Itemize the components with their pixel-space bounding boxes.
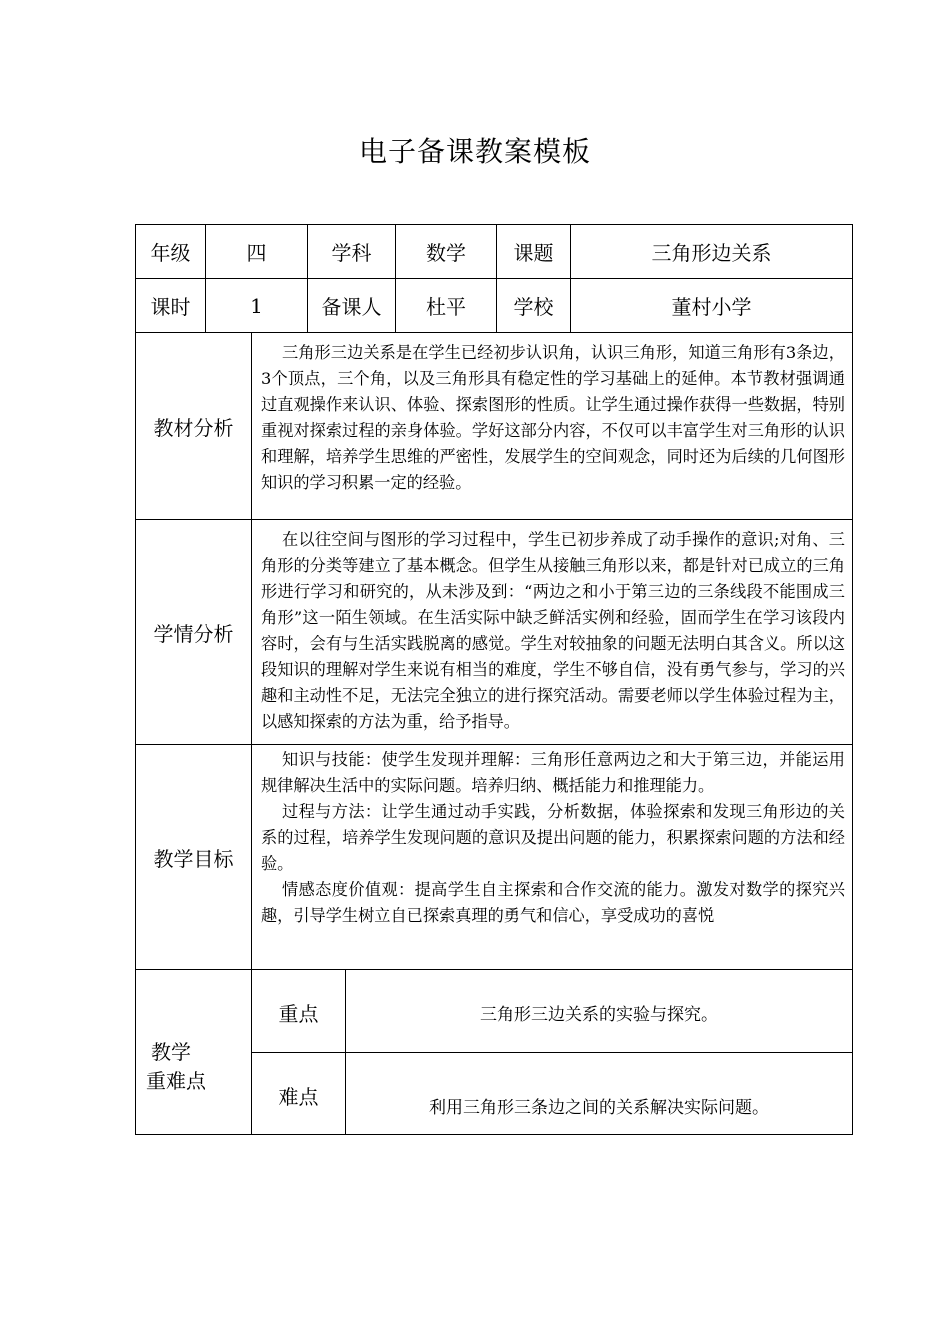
period-value: 1: [250, 293, 263, 318]
material-label-cell: [135, 332, 252, 520]
difficulty-text-cell: [345, 1052, 853, 1135]
goals-label: 教学目标: [153, 846, 234, 871]
students-content-cell: [251, 519, 853, 745]
grade-value-cell: [205, 224, 308, 279]
school-label-cell: [496, 278, 571, 333]
school-value: 董村小学: [671, 295, 752, 319]
preparer-label: 备课人: [321, 295, 382, 319]
period-label: 课时: [150, 295, 191, 319]
subject-label-cell: [307, 224, 396, 279]
subject-value: 数学: [426, 241, 466, 265]
period-label-cell: [135, 278, 206, 333]
students-text: 在以往空间与图形的学习过程中，学生已初步养成了动手操作的意识;对角、三角形的分类等建立了基本概念。但学生从接触三角形以来，都是针对已成立的三角形进行学习和研究的，从未涉及到：“两边之和小于第三边的三条线段不能围成三角形”这一陌生领域。在生活实际中缺乏鲜活实例和经验，固而学生在学习该段内容时，会有与生活实践脱离的感觉。学生对较抽象的问题无法明白其含义。所以这段知识的理解对学生来说有相当的难度，学生不够自信，没有勇气参与，学习的兴趣和主动性不足，无法完全独立的进行探究活动。需要老师以学生体验过程为主，以感知探索的方法为重，给予指导。: [261, 530, 845, 731]
topic-value: 三角形边关系: [651, 241, 772, 265]
difficulty-text: 利用三角形三条边之间的关系解决实际问题。: [429, 1098, 769, 1118]
preparer-value: 杜平: [426, 295, 466, 319]
grade-label: 年级: [150, 241, 191, 265]
topic-label-cell: [496, 224, 571, 279]
subject-value-cell: [395, 224, 497, 279]
focus-label-cell: [251, 969, 346, 1053]
focus-text: 三角形三边关系的实验与探究。: [480, 1005, 718, 1025]
grade-label-cell: [135, 224, 206, 279]
goals-content-cell: [251, 744, 853, 970]
topic-value-cell: [570, 224, 853, 279]
focus-text-cell: [345, 969, 853, 1053]
material-content-cell: [251, 332, 853, 520]
subject-label: 学科: [331, 241, 372, 265]
school-label: 学校: [513, 295, 554, 319]
keypoints-label-line1: 教学: [151, 1040, 191, 1064]
focus-label: 重点: [278, 1002, 319, 1026]
goals-label-cell: [135, 744, 252, 970]
grade-value: 四: [246, 241, 267, 265]
keypoints-label-cell: [135, 969, 252, 1135]
difficulty-label: 难点: [278, 1085, 319, 1109]
goals-emotion-text: 情感态度价值观：提高学生自主探索和合作交流的能力。激发对数学的探究兴趣，引导学生树立自已探索真理的勇气和信心，享受成功的喜悦: [261, 880, 845, 925]
students-label-cell: [135, 519, 252, 745]
page-title: 电子备课教案模板: [358, 135, 591, 168]
keypoints-label-line2: 重难点: [146, 1069, 206, 1093]
school-value-cell: [570, 278, 853, 333]
preparer-label-cell: [307, 278, 396, 333]
topic-label: 课题: [513, 241, 554, 265]
goals-knowledge-text: 知识与技能：使学生发现并理解：三角形任意两边之和大于第三边，并能运用规律解决生活中的实际问题。培养归纳、概括能力和推理能力。: [261, 750, 845, 795]
preparer-value-cell: [395, 278, 497, 333]
period-value-cell: [205, 278, 308, 333]
material-label: 教材分析: [153, 415, 234, 440]
students-label: 学情分析: [153, 621, 234, 646]
material-text: 三角形三边关系是在学生已经初步认识角，认识三角形，知道三角形有3条边，3个顶点，三个角，以及三角形具有稳定性的学习基础上的延伸。本节教材强调通过直观操作来认识、体验、探索图形的性质。让学生通过操作获得一些数据，特别重视对探索过程的亲身体验。学好这部分内容，不仅可以丰富学生对三角形的认识和理解，培养学生思维的严密性，发展学生的空间观念，同时还为后续的几何图形知识的学习积累一定的经验。: [261, 343, 845, 492]
goals-process-text: 过程与方法：让学生通过动手实践，分析数据，体验探索和发现三角形边的关系的过程，培养学生发现问题的意识及提出问题的能力，积累探索问题的方法和经验。: [261, 802, 845, 873]
difficulty-label-cell: [251, 1052, 346, 1135]
